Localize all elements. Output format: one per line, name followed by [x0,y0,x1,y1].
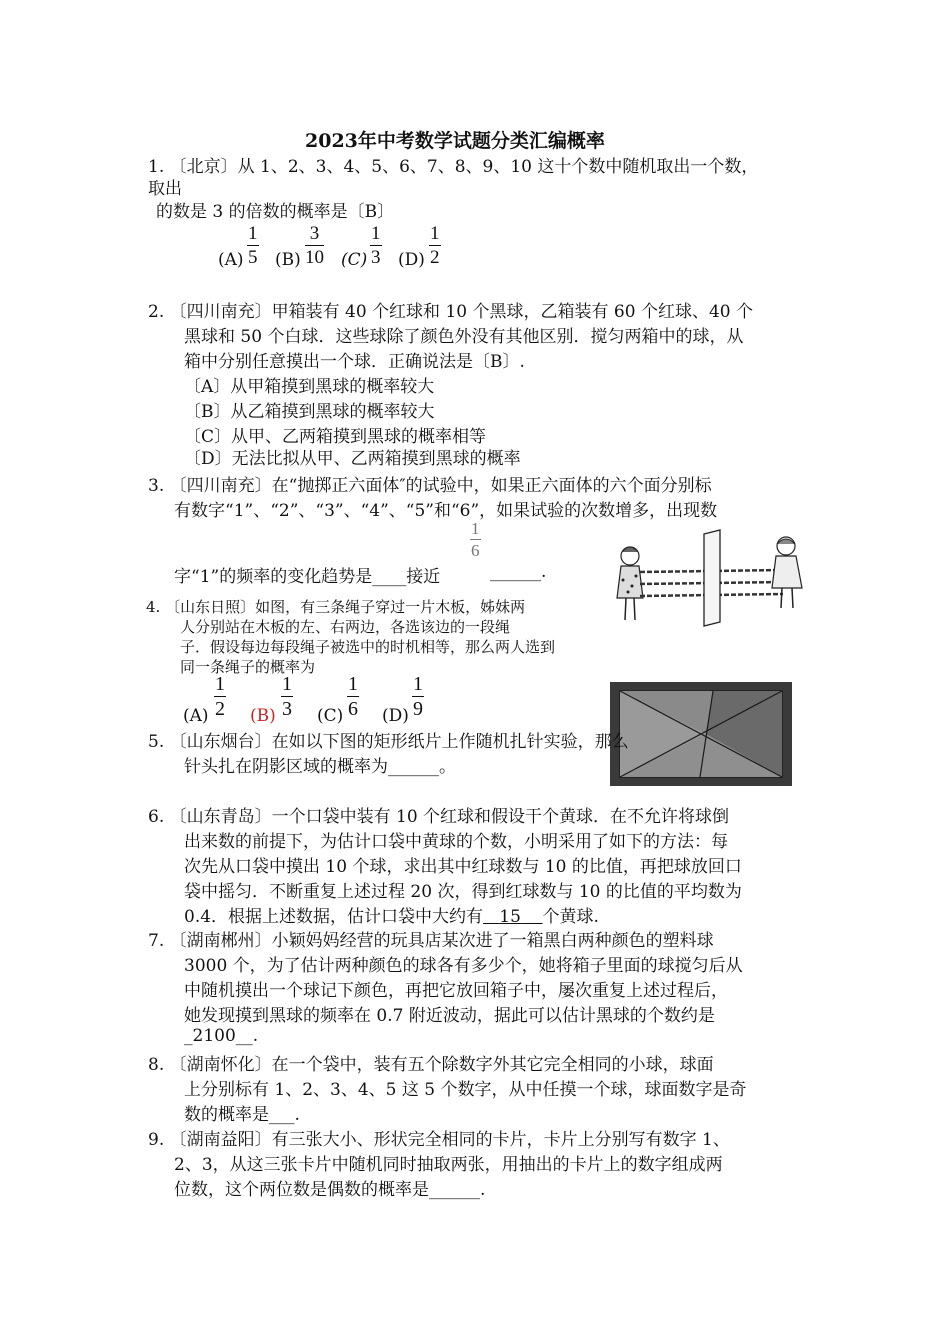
q4-option-b-fraction: 1 3 [282,673,292,720]
q7-line5: _2100__. [184,1026,259,1046]
q2-option-a: 〔A〕从甲箱摸到黑球的概率较大 [184,377,435,397]
q3-fraction: 1 6 [471,519,480,560]
q4-option-d-fraction: 1 9 [413,673,423,720]
q3-line3-start: 字“1”的频率的变化趋势是____接近 [174,567,441,587]
shaded-rectangle-figure [610,682,792,786]
q1-option-a-label: (A) [218,250,244,270]
q2-option-b: 〔B〕从乙箱摸到黑球的概率较大 [184,402,435,422]
q1-line3: 的数是 3 的倍数的概率是〔B〕 [156,202,395,222]
q3-line1: 3. 〔四川南充〕在“抛掷正六面体″的试验中，如果正六面体的六个面分别标 [148,476,712,496]
q6-line3: 次先从口袋中摸出 10 个球，求出其中红球数与 10 的比值，再把球放回口 [184,857,742,877]
q1-line2: 取出 [148,179,182,199]
q4-option-a-label: (A) [183,706,209,726]
q1-option-c-label: (C) [341,250,368,270]
q6-line5 [184,902,599,927]
q1-option-a-fraction: 1 5 [248,223,258,268]
q2-line1: 2. 〔四川南充〕甲箱装有 40 个红球和 10 个黑球，乙箱装有 60 个红球、40 个 [148,302,753,322]
q9-line3: 位数，这个两位数是偶数的概率是______. [174,1180,486,1200]
q2-option-c: 〔C〕从甲、乙两箱摸到黑球的概率相等 [184,427,487,447]
q1-option-b-label: (B) [275,250,301,270]
q6-line5-end: 个黄球. [542,907,599,927]
q2-option-d: 〔D〕无法比拟从甲、乙两箱摸到黑球的概率 [184,449,521,469]
q4-option-a-fraction: 1 2 [215,673,225,720]
q6-answer: 15 [499,907,521,927]
q8-line2: 上分别标有 1、2、3、4、5 这 5 个数字，从中任摸一个球，球面数字是奇 [184,1080,747,1100]
q1-line1: 1. 〔北京〕从 1、2、3、4、5、6、7、8、9、10 这十个数中随机取出一个数， [148,157,759,177]
q3-line3-end: ______. [490,562,547,582]
q6-line2: 出来数的前提下，为估计口袋中黄球的个数，小明采用了如下的方法：每 [184,832,728,852]
q7-line2: 3000 个，为了估计两种颜色的球各有多少个，她将箱子里面的球搅匀后从 [184,956,743,976]
q6-line1: 6. 〔山东青岛〕一个口袋中装有 10 个红球和假设干个黄球．在不允许将球倒 [148,807,730,827]
q1-option-d-fraction: 1 2 [430,223,440,268]
q8-line1: 8. 〔湖南怀化〕在一个袋中，装有五个除数字外其它完全相同的小球，球面 [148,1055,714,1075]
q4-line3: 子．假设每边每段绳子被选中的时机相等，那么两人选到 [180,638,556,656]
q7-line3: 中随机摸出一个球记下颜色，再把它放回箱子中，屡次重复上述过程后， [184,981,728,1001]
q7-line4: 她发现摸到黑球的频率在 0.7 附近波动，据此可以估计黑球的个数约是 [184,1006,715,1026]
q4-line1: 4. 〔山东日照〕如图，有三条绳子穿过一片木板，姊妹两 [146,598,526,616]
q4-option-c-label: (C) [317,706,344,726]
q8-line3: 数的概率是___. [184,1105,300,1125]
q9-line2: 2、3，从这三张卡片中随机同时抽取两张，用抽出的卡片上的数字组成两 [174,1155,723,1175]
q4-line4: 同一条绳子的概率为 [180,658,316,676]
q5-line2: 针头扎在阴影区域的概率为______。 [184,757,456,777]
q3-line2: 有数字“1”、“2”、“3”、“4”、“5”和“6”，如果试验的次数增多，出现数 [174,501,718,521]
q6-line5-start: 0.4．根据上述数据，估计口袋中大约有 [184,907,484,927]
q1-option-d-label: (D) [398,250,425,270]
q9-line1: 9. 〔湖南益阳〕有三张大小、形状完全相同的卡片，卡片上分别写有数字 1、 [148,1130,730,1150]
q4-option-d-label: (D) [382,706,409,726]
q1-option-c-fraction: 1 3 [371,223,381,268]
q7-line1: 7. 〔湖南郴州〕小颖妈妈经营的玩具店某次进了一箱黑白两种颜色的塑料球 [148,931,714,951]
q1-option-b-fraction: 3 10 [305,223,324,268]
sisters-rope-illustration [608,528,808,628]
q5-line1: 5. 〔山东烟台〕在如以下图的矩形纸片上作随机扎针实验，那么 [148,732,629,752]
q4-option-b-label: (B) [250,706,276,726]
q6-line4: 袋中摇匀．不断重复上述过程 20 次，得到红球数与 10 的比值的平均数为 [184,882,742,902]
q4-option-c-fraction: 1 6 [348,673,358,720]
q2-line2: 黑球和 50 个白球．这些球除了颜色外没有其他区别．搅匀两箱中的球，从 [184,327,744,347]
page-title: 2023年中考数学试题分类汇编概率 [305,130,605,152]
q4-line2: 人分别站在木板的左、右两边，各选该边的一段绳 [180,618,511,636]
q2-line3: 箱中分别任意摸出一个球．正确说法是〔B〕. [184,352,525,372]
